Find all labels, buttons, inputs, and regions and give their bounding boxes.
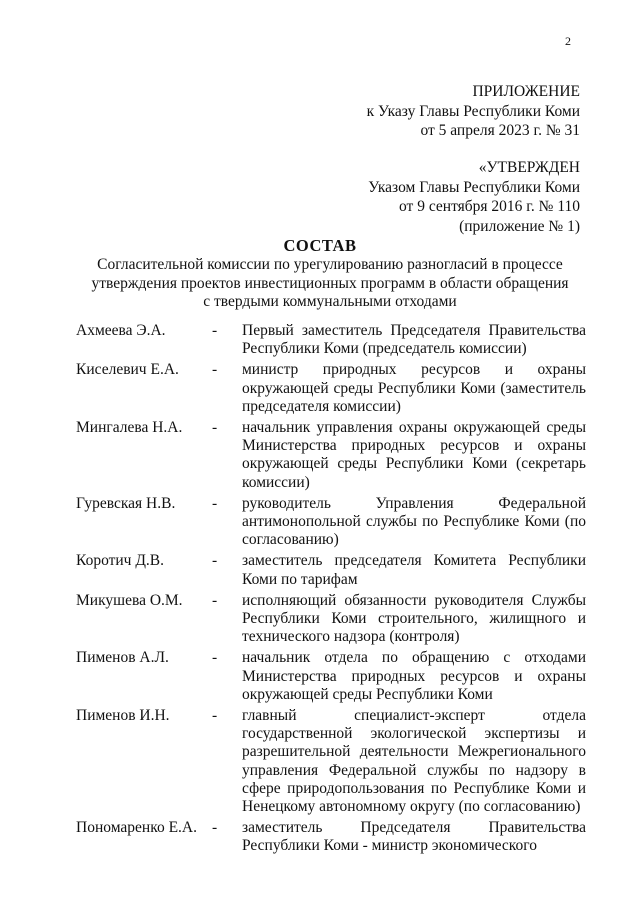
appendix-block [367,82,580,141]
member-name: Мингалева Н.А. [76,419,183,437]
member-name: Пономаренко Е.А. [76,819,197,837]
appendix-date: от 5 апреля 2023 г. № 31 [420,122,580,139]
member-dash: - [212,707,218,725]
member-role: исполняющий обязанности руководителя Службы Республики Коми строительного, жилищного и технического надзора (контроля) [242,591,586,646]
member-role: министр природных ресурсов и охраны окружающей среды Республики Коми (заместитель председателя комиссии) [242,361,586,415]
member-row [76,322,586,358]
subtitle-line: с твердыми коммунальными отходами [203,293,457,310]
member-row [76,552,586,588]
member-name: Коротич Д.В. [76,552,165,570]
member-row [76,495,586,550]
member-dash: - [212,591,218,609]
member-name: Ахмеева Э.А. [76,322,166,339]
member-dash: - [212,361,218,379]
member-name: Пименов И.Н. [76,707,170,725]
member-role: заместитель председателя Комитета Республики Коми по тарифам [242,552,586,588]
page-number: 2 [565,34,571,48]
approved-heading: «УТВЕРЖДЕН [478,159,580,176]
member-role: руководитель Управления Федеральной антимонопольной службы по Республике Коми (по согласованию) [242,494,586,549]
member-name: Киселевич Е.А. [76,361,179,379]
member-dash: - [212,494,218,512]
member-name: Микушева О.М. [76,591,183,609]
member-row [76,592,586,647]
member-role: начальник управления охраны окружающей среды Министерства природных ресурсов и охраны окружающей среды Республики Коми (секретарь комиссии) [242,419,586,491]
appendix-heading: ПРИЛОЖЕНИЕ [472,83,580,100]
approved-decree: Указом Главы Республики Коми [368,178,580,196]
approved-appendix-ref: (приложение № 1) [459,217,580,235]
member-row [76,649,586,704]
member-role: Первый заместитель Председателя Правительства Республики Коми (председатель комиссии) [242,322,586,358]
subtitle-line: утверждения проектов инвестиционных программ в области обращения [91,274,569,292]
member-row [76,419,586,492]
member-row [76,361,586,416]
member-role: заместитель Председателя Правительства Республики Коми - министр экономического [242,819,586,855]
document-title: СОСТАВ [283,236,357,255]
member-row [76,707,586,816]
member-role: главный специалист-эксперт отдела государственной экологической экспертизы и разрешительной деятельности Межрегионального управления Федеральной службы по надзору в сфере природопользования по Республике Коми и Ненецкому автономному округу (по согласованию) [242,707,586,816]
members-list [76,322,586,859]
member-dash: - [212,649,218,667]
appendix-decree: к Указу Главы Республики Коми [366,102,580,120]
document-subtitle [60,256,600,312]
member-role: начальник отдела по обращению с отходами Министерства природных ресурсов и охраны окружающей среды Республики Коми [242,649,586,703]
member-dash: - [212,552,218,570]
subtitle-line: Согласительной комиссии по урегулированию разногласий в процессе [97,256,563,273]
approved-date: от 9 сентября 2016 г. № 110 [399,198,580,215]
approved-block [368,158,580,236]
member-dash: - [212,819,218,837]
member-name: Гуревская Н.В. [76,494,176,512]
member-dash: - [212,419,218,437]
member-dash: - [212,322,218,339]
member-row [76,819,586,855]
member-name: Пименов А.Л. [76,649,169,667]
